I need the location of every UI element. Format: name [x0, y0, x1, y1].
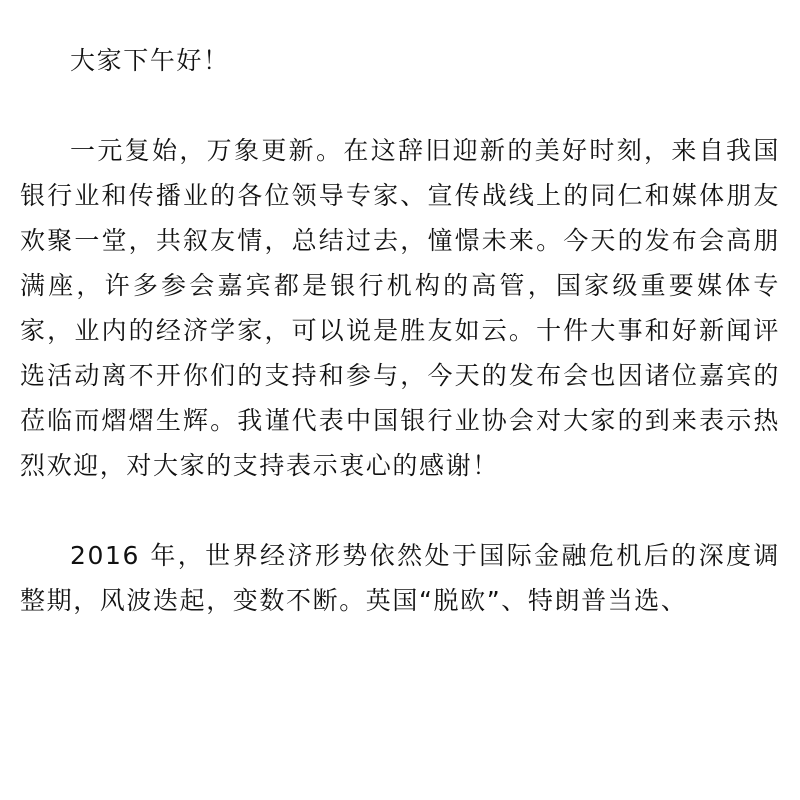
paragraph-spacer	[20, 83, 780, 128]
document-body	[20, 38, 780, 623]
opening-paragraph: 一元复始，万象更新。在这辞旧迎新的美好时刻，来自我国银行业和传播业的各位领导专家、宣传战线上的同仁和媒体朋友欢聚一堂，共叙友情，总结过去，憧憬未来。今天的发布会高朋满座，许多参会嘉宾都是银行机构的高管，国家级重要媒体专家，业内的经济学家，可以说是胜友如云。十件大事和好新闻评选活动离不开你们的支持和参与，今天的发布会也因诸位嘉宾的莅临而熠熠生辉。我谨代表中国银行业协会对大家的到来表示热烈欢迎，对大家的支持表示衷心的感谢！	[20, 136, 780, 480]
economy-paragraph: 2016 年，世界经济形势依然处于国际金融危机后的深度调整期，风波迭起，变数不断。英国“脱欧”、特朗普当选、	[20, 541, 780, 615]
paragraph-spacer	[20, 488, 780, 533]
greeting-paragraph: 大家下午好！	[70, 46, 230, 75]
